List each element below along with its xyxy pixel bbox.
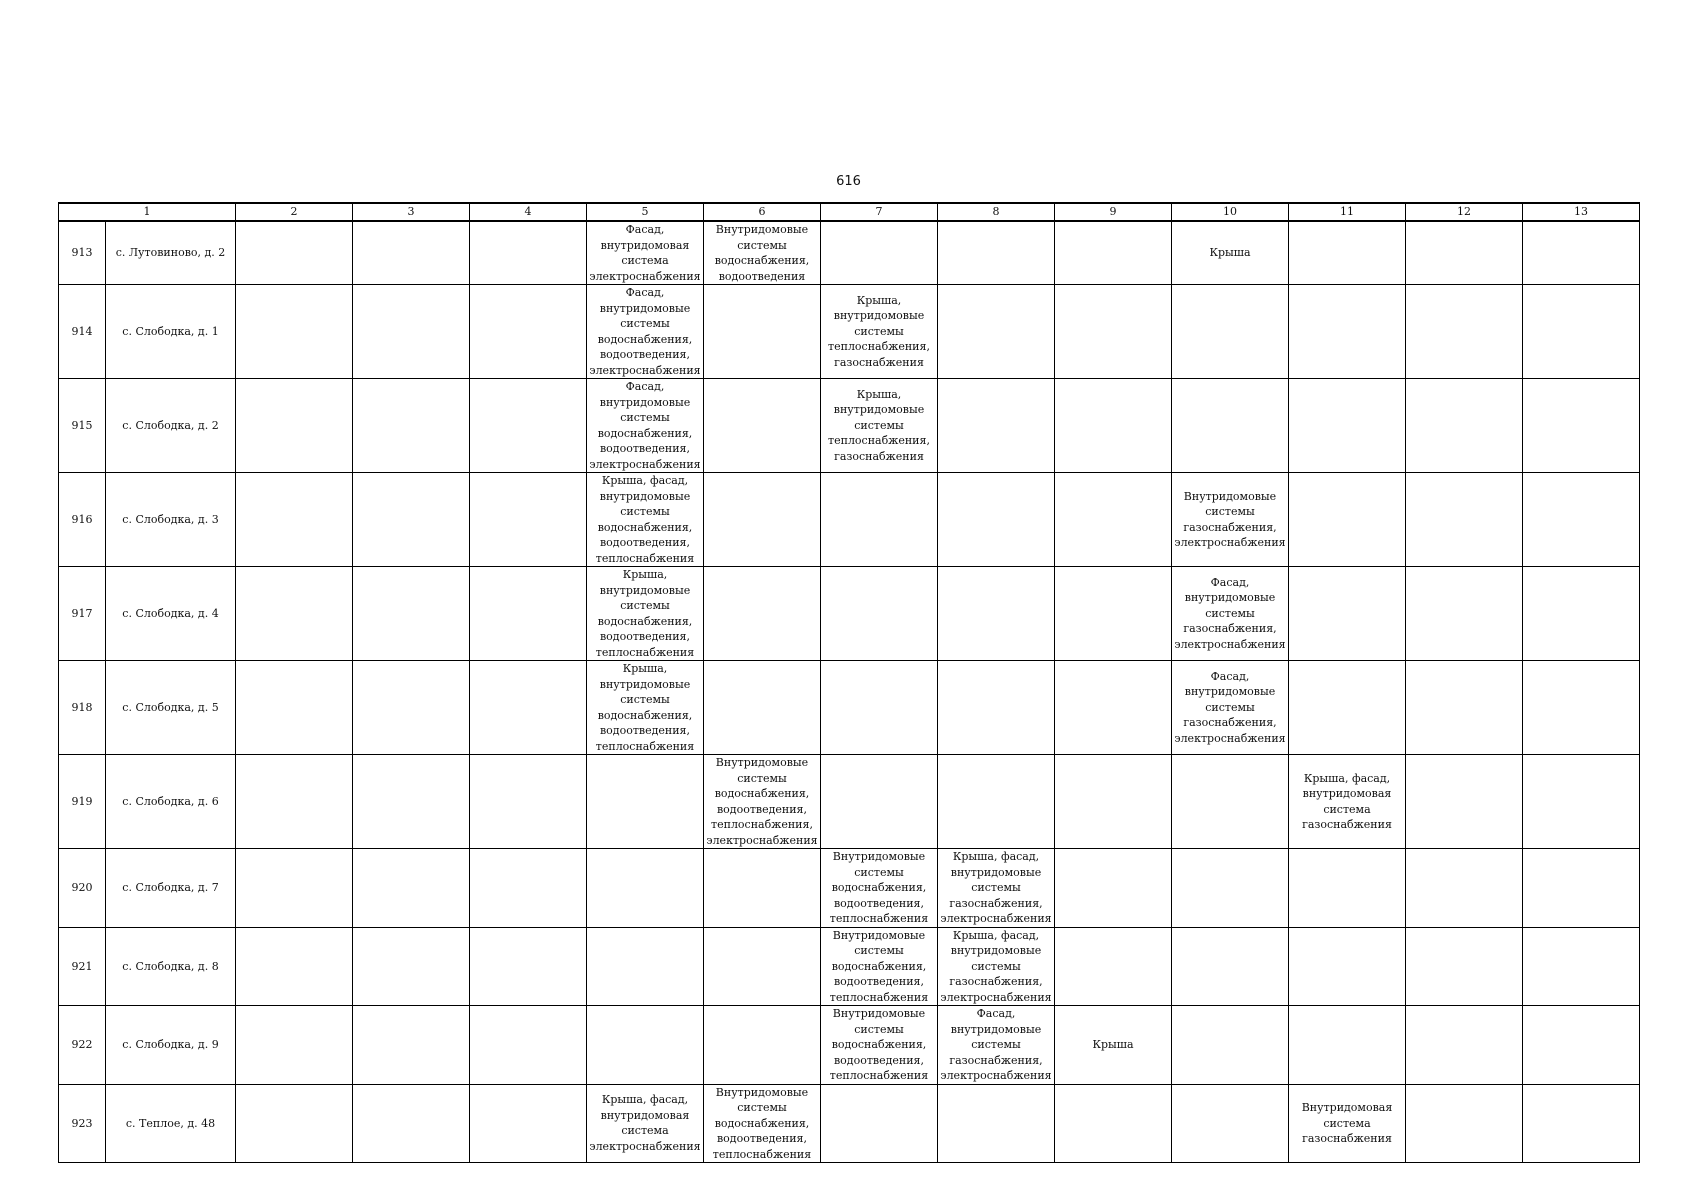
work-cell-col-13 (1523, 661, 1640, 755)
work-cell-col-13 (1523, 567, 1640, 661)
column-header: 7 (821, 203, 938, 221)
row-number-cell: 916 (59, 473, 106, 567)
column-header: 6 (704, 203, 821, 221)
row-number-cell: 913 (59, 221, 106, 285)
row-number-cell: 922 (59, 1006, 106, 1085)
work-cell-col-6 (704, 285, 821, 379)
page-number: 616 (836, 174, 861, 189)
work-cell-col-5 (587, 849, 704, 928)
address-cell: с. Слободка, д. 2 (106, 379, 236, 473)
repair-schedule-table (58, 202, 1640, 1163)
work-cell-col-6 (704, 1006, 821, 1085)
work-cell-col-9 (1055, 849, 1172, 928)
work-cell-col-8 (938, 285, 1055, 379)
table-row (59, 927, 1640, 1006)
work-cell-col-13 (1523, 927, 1640, 1006)
work-cell-col-3 (353, 285, 470, 379)
address-cell: с. Слободка, д. 3 (106, 473, 236, 567)
work-cell-col-8 (938, 567, 1055, 661)
work-cell-col-3 (353, 567, 470, 661)
work-cell-col-7: Внутридомовые системы водоснабжения, водоотведения, теплоснабжения (821, 1006, 938, 1085)
work-cell-col-10 (1172, 849, 1289, 928)
work-cell-col-4 (470, 1006, 587, 1085)
work-cell-col-10 (1172, 379, 1289, 473)
work-cell-col-7 (821, 755, 938, 849)
work-cell-col-2 (236, 221, 353, 285)
work-cell-col-12 (1406, 567, 1523, 661)
work-cell-col-11 (1289, 927, 1406, 1006)
work-cell-col-6: Внутридомовые системы водоснабжения, водоотведения, теплоснабжения (704, 1084, 821, 1163)
work-cell-col-4 (470, 927, 587, 1006)
work-cell-col-4 (470, 285, 587, 379)
work-cell-col-9 (1055, 567, 1172, 661)
work-cell-col-2 (236, 285, 353, 379)
work-cell-col-10 (1172, 927, 1289, 1006)
work-cell-col-2 (236, 379, 353, 473)
work-cell-col-10 (1172, 1006, 1289, 1085)
work-cell-col-11: Крыша, фасад, внутридомовая система газоснабжения (1289, 755, 1406, 849)
work-cell-col-8 (938, 379, 1055, 473)
work-cell-col-12 (1406, 661, 1523, 755)
work-cell-col-5: Фасад, внутридомовая система электроснабжения (587, 221, 704, 285)
table-body (59, 221, 1640, 1163)
work-cell-col-6: Внутридомовые системы водоснабжения, водоотведения (704, 221, 821, 285)
work-cell-col-13 (1523, 755, 1640, 849)
work-cell-col-9 (1055, 473, 1172, 567)
work-cell-col-6 (704, 567, 821, 661)
work-cell-col-3 (353, 1084, 470, 1163)
work-cell-col-8 (938, 661, 1055, 755)
work-cell-col-8 (938, 1084, 1055, 1163)
work-cell-col-6 (704, 473, 821, 567)
work-cell-col-13 (1523, 221, 1640, 285)
work-cell-col-10: Внутридомовые системы газоснабжения, электроснабжения (1172, 473, 1289, 567)
work-cell-col-10 (1172, 1084, 1289, 1163)
work-cell-col-7: Крыша, внутридомовые системы теплоснабжения, газоснабжения (821, 285, 938, 379)
work-cell-col-3 (353, 927, 470, 1006)
work-cell-col-10 (1172, 755, 1289, 849)
work-cell-col-8 (938, 755, 1055, 849)
work-cell-col-3 (353, 473, 470, 567)
column-header: 3 (353, 203, 470, 221)
row-number-cell: 920 (59, 849, 106, 928)
work-cell-col-13 (1523, 285, 1640, 379)
address-cell: с. Лутовиново, д. 2 (106, 221, 236, 285)
table-row (59, 473, 1640, 567)
work-cell-col-12 (1406, 285, 1523, 379)
work-cell-col-6 (704, 927, 821, 1006)
table-row (59, 285, 1640, 379)
column-header: 5 (587, 203, 704, 221)
work-cell-col-9 (1055, 755, 1172, 849)
work-cell-col-5: Крыша, фасад, внутридомовая система электроснабжения (587, 1084, 704, 1163)
work-cell-col-9 (1055, 927, 1172, 1006)
work-cell-col-6 (704, 379, 821, 473)
table-row (59, 755, 1640, 849)
work-cell-col-5: Крыша, внутридомовые системы водоснабжения, водоотведения, теплоснабжения (587, 661, 704, 755)
work-cell-col-10: Фасад, внутридомовые системы газоснабжения, электроснабжения (1172, 567, 1289, 661)
work-cell-col-13 (1523, 473, 1640, 567)
work-cell-col-8: Фасад, внутридомовые системы газоснабжения, электроснабжения (938, 1006, 1055, 1085)
work-cell-col-13 (1523, 379, 1640, 473)
address-cell: с. Теплое, д. 48 (106, 1084, 236, 1163)
work-cell-col-13 (1523, 849, 1640, 928)
work-cell-col-5 (587, 755, 704, 849)
address-cell: с. Слободка, д. 7 (106, 849, 236, 928)
work-cell-col-2 (236, 661, 353, 755)
table-row (59, 1084, 1640, 1163)
work-cell-col-4 (470, 379, 587, 473)
work-cell-col-4 (470, 1084, 587, 1163)
row-number-cell: 923 (59, 1084, 106, 1163)
work-cell-col-7 (821, 221, 938, 285)
column-number-header-row (59, 203, 1640, 221)
address-cell: с. Слободка, д. 4 (106, 567, 236, 661)
column-header: 11 (1289, 203, 1406, 221)
column-header: 1 (59, 203, 236, 221)
work-cell-col-9 (1055, 1084, 1172, 1163)
work-cell-col-6 (704, 661, 821, 755)
row-number-cell: 917 (59, 567, 106, 661)
table-row (59, 1006, 1640, 1085)
address-cell: с. Слободка, д. 1 (106, 285, 236, 379)
table-row (59, 567, 1640, 661)
row-number-cell: 918 (59, 661, 106, 755)
address-cell: с. Слободка, д. 9 (106, 1006, 236, 1085)
work-cell-col-4 (470, 755, 587, 849)
work-cell-col-12 (1406, 221, 1523, 285)
work-cell-col-3 (353, 661, 470, 755)
row-number-cell: 915 (59, 379, 106, 473)
work-cell-col-12 (1406, 927, 1523, 1006)
work-cell-col-6 (704, 849, 821, 928)
work-cell-col-9 (1055, 221, 1172, 285)
work-cell-col-11 (1289, 473, 1406, 567)
work-cell-col-11 (1289, 221, 1406, 285)
work-cell-col-2 (236, 849, 353, 928)
address-cell: с. Слободка, д. 8 (106, 927, 236, 1006)
work-cell-col-9 (1055, 285, 1172, 379)
work-cell-col-2 (236, 473, 353, 567)
row-number-cell: 919 (59, 755, 106, 849)
work-cell-col-10 (1172, 285, 1289, 379)
work-cell-col-12 (1406, 379, 1523, 473)
work-cell-col-2 (236, 755, 353, 849)
work-cell-col-13 (1523, 1006, 1640, 1085)
work-cell-col-7: Крыша, внутридомовые системы теплоснабжения, газоснабжения (821, 379, 938, 473)
work-cell-col-8: Крыша, фасад, внутридомовые системы газоснабжения, электроснабжения (938, 849, 1055, 928)
table-row (59, 379, 1640, 473)
work-cell-col-4 (470, 661, 587, 755)
work-cell-col-5 (587, 1006, 704, 1085)
row-number-cell: 921 (59, 927, 106, 1006)
work-cell-col-4 (470, 221, 587, 285)
work-cell-col-4 (470, 567, 587, 661)
work-cell-col-7 (821, 1084, 938, 1163)
column-header: 12 (1406, 203, 1523, 221)
work-cell-col-7 (821, 567, 938, 661)
work-cell-col-3 (353, 849, 470, 928)
work-cell-col-11 (1289, 285, 1406, 379)
work-cell-col-5: Фасад, внутридомовые системы водоснабжения, водоотведения, электроснабжения (587, 379, 704, 473)
column-header: 9 (1055, 203, 1172, 221)
work-cell-col-12 (1406, 1084, 1523, 1163)
work-cell-col-11 (1289, 567, 1406, 661)
work-cell-col-11 (1289, 849, 1406, 928)
work-cell-col-8 (938, 221, 1055, 285)
table-row (59, 849, 1640, 928)
work-cell-col-3 (353, 221, 470, 285)
work-cell-col-10: Крыша (1172, 221, 1289, 285)
work-cell-col-3 (353, 755, 470, 849)
table-row (59, 221, 1640, 285)
column-header: 4 (470, 203, 587, 221)
work-cell-col-11 (1289, 661, 1406, 755)
work-cell-col-9 (1055, 379, 1172, 473)
work-cell-col-3 (353, 379, 470, 473)
address-cell: с. Слободка, д. 6 (106, 755, 236, 849)
work-cell-col-12 (1406, 849, 1523, 928)
work-cell-col-4 (470, 849, 587, 928)
work-cell-col-11 (1289, 1006, 1406, 1085)
work-cell-col-7 (821, 473, 938, 567)
table-row (59, 661, 1640, 755)
work-cell-col-5: Крыша, внутридомовые системы водоснабжения, водоотведения, теплоснабжения (587, 567, 704, 661)
work-cell-col-3 (353, 1006, 470, 1085)
work-cell-col-7: Внутридомовые системы водоснабжения, водоотведения, теплоснабжения (821, 849, 938, 928)
work-cell-col-7: Внутридомовые системы водоснабжения, водоотведения, теплоснабжения (821, 927, 938, 1006)
work-cell-col-12 (1406, 755, 1523, 849)
work-cell-col-2 (236, 1084, 353, 1163)
address-cell: с. Слободка, д. 5 (106, 661, 236, 755)
work-cell-col-7 (821, 661, 938, 755)
work-cell-col-11 (1289, 379, 1406, 473)
work-cell-col-13 (1523, 1084, 1640, 1163)
work-cell-col-5: Фасад, внутридомовые системы водоснабжения, водоотведения, электроснабжения (587, 285, 704, 379)
work-cell-col-8 (938, 473, 1055, 567)
column-header: 10 (1172, 203, 1289, 221)
work-cell-col-5: Крыша, фасад, внутридомовые системы водоснабжения, водоотведения, теплоснабжения (587, 473, 704, 567)
work-cell-col-12 (1406, 473, 1523, 567)
row-number-cell: 914 (59, 285, 106, 379)
work-cell-col-5 (587, 927, 704, 1006)
work-cell-col-2 (236, 567, 353, 661)
work-cell-col-9 (1055, 661, 1172, 755)
column-header: 8 (938, 203, 1055, 221)
work-cell-col-12 (1406, 1006, 1523, 1085)
work-cell-col-2 (236, 927, 353, 1006)
work-cell-col-8: Крыша, фасад, внутридомовые системы газоснабжения, электроснабжения (938, 927, 1055, 1006)
work-cell-col-10: Фасад, внутридомовые системы газоснабжения, электроснабжения (1172, 661, 1289, 755)
column-header: 13 (1523, 203, 1640, 221)
work-cell-col-11: Внутридомовая система газоснабжения (1289, 1084, 1406, 1163)
work-cell-col-4 (470, 473, 587, 567)
work-cell-col-6: Внутридомовые системы водоснабжения, водоотведения, теплоснабжения, электроснабжения (704, 755, 821, 849)
work-cell-col-2 (236, 1006, 353, 1085)
column-header: 2 (236, 203, 353, 221)
work-cell-col-9: Крыша (1055, 1006, 1172, 1085)
